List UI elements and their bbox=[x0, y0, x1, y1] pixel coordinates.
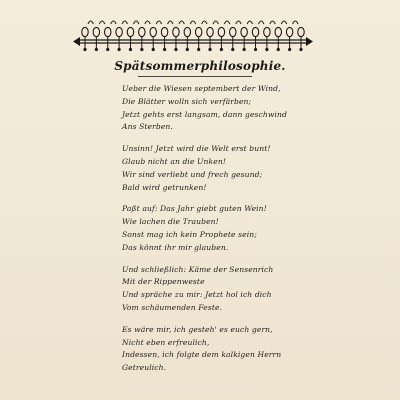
ornament-arch bbox=[190, 21, 195, 24]
stanza-gap bbox=[122, 134, 382, 143]
ornament-arch bbox=[224, 21, 229, 24]
ornament-loop bbox=[139, 27, 145, 36]
ornament-loop bbox=[127, 27, 133, 36]
ornament-dot bbox=[174, 48, 177, 51]
ornament-loop bbox=[264, 27, 270, 36]
ornament-loop bbox=[105, 27, 111, 36]
ornament-loop bbox=[161, 27, 167, 36]
ornament-arch bbox=[133, 21, 138, 24]
poem-line: Sonst mag ich kein Prophete sein; bbox=[122, 229, 257, 239]
ornament-arch bbox=[202, 21, 207, 24]
ornament-loop bbox=[93, 27, 99, 36]
ornament-dot bbox=[231, 48, 234, 51]
stanza-4 bbox=[122, 264, 382, 315]
ornament-dot bbox=[288, 48, 291, 51]
poem-title: Spätsommerphilosophie. bbox=[114, 59, 286, 73]
poem-line: Die Blätter wolln sich verfärben; bbox=[122, 96, 252, 106]
ornament-arch bbox=[281, 21, 286, 24]
stanza-gap bbox=[122, 194, 382, 203]
ornament-dot bbox=[163, 48, 166, 51]
poem-body bbox=[122, 83, 382, 375]
stanza-2 bbox=[122, 143, 382, 194]
ornament-dot bbox=[265, 48, 268, 51]
poem-line: Unsinn! Jetzt wird die Welt erst bunt! bbox=[122, 144, 271, 154]
ornament-loop bbox=[230, 27, 236, 36]
ornament-arch bbox=[111, 21, 116, 24]
ornament-dot bbox=[140, 48, 143, 51]
ornament-loop bbox=[298, 27, 304, 36]
ornament-arch bbox=[99, 21, 104, 24]
ornament-arch bbox=[88, 21, 93, 24]
stanza-5 bbox=[122, 324, 382, 375]
ornament-arch bbox=[270, 21, 275, 24]
ornament-dot bbox=[129, 48, 132, 51]
poem-line: Es wäre mir, ich gesteh' es euch gern, bbox=[122, 324, 273, 334]
ornament-loop bbox=[173, 27, 179, 36]
ornament-dot bbox=[243, 48, 246, 51]
poem-line: Mit der Rippenweste bbox=[122, 277, 205, 287]
stanza-3 bbox=[122, 203, 382, 254]
poem-line: Getreulich. bbox=[122, 363, 167, 373]
ornament-arch bbox=[122, 21, 127, 24]
poem-line: Paßt auf: Das Jahr giebt guten Wein! bbox=[122, 204, 267, 214]
poem-line: Vom schäumenden Feste. bbox=[122, 302, 223, 312]
ornament-loop bbox=[275, 27, 281, 36]
ornament-arch bbox=[293, 21, 298, 24]
ornament-dot bbox=[152, 48, 155, 51]
ornament-loop bbox=[286, 27, 292, 36]
poem-line: Indessen, ich folgte dem kalkigen Herrn bbox=[122, 350, 282, 360]
poem-line: Wir sind verliebt und frech gesund; bbox=[122, 169, 263, 179]
ornament-dot bbox=[83, 48, 86, 51]
ornament-arch bbox=[247, 21, 252, 24]
poem-line: Und spräche zu mir: Jetzt hol ich dich bbox=[122, 290, 272, 300]
poem-line: Ans Sterben. bbox=[122, 122, 173, 132]
ornament-arch bbox=[156, 21, 161, 24]
ornament-dot bbox=[95, 48, 98, 51]
stanza-gap bbox=[122, 315, 382, 324]
poem-line: Ueber die Wiesen septembert der Wind, bbox=[122, 84, 281, 93]
decorative-border-ornament bbox=[73, 10, 313, 52]
poem-line: Nicht eben erfreulich, bbox=[122, 337, 210, 347]
ornament-arch bbox=[213, 21, 218, 24]
ornament-arch bbox=[168, 21, 173, 24]
ornament-loop-row bbox=[82, 21, 304, 51]
ornament-dot bbox=[299, 48, 302, 51]
ornament-dot bbox=[254, 48, 257, 51]
ornament-dot bbox=[220, 48, 223, 51]
ornament-loop bbox=[150, 27, 156, 36]
ornament-loop bbox=[218, 27, 224, 36]
ornament-loop bbox=[252, 27, 258, 36]
stanza-1 bbox=[122, 83, 382, 134]
poem-line: Und schließlich: Käme der Sensenrich bbox=[122, 264, 274, 274]
ornament-dot bbox=[197, 48, 200, 51]
ornament-dot bbox=[208, 48, 211, 51]
poem-line: Das könnt ihr mir glauben. bbox=[122, 242, 229, 252]
ornament-loop bbox=[116, 27, 122, 36]
ornament-dot bbox=[106, 48, 109, 51]
ornament-dot bbox=[277, 48, 280, 51]
title-underline bbox=[138, 76, 252, 77]
poem-line: Glaub nicht an die Unken! bbox=[122, 156, 226, 166]
ornament-arch bbox=[236, 21, 241, 24]
ornament-loop bbox=[195, 27, 201, 36]
ornament-dot bbox=[118, 48, 121, 51]
ornament-dot bbox=[186, 48, 189, 51]
poem-line: Jetzt gehts erst langsam, dann geschwind bbox=[122, 109, 287, 119]
ornament-arch bbox=[259, 21, 264, 24]
ornament-loop bbox=[184, 27, 190, 36]
poem-line: Wie lachen die Trauben! bbox=[122, 217, 219, 227]
stanza-gap bbox=[122, 255, 382, 264]
ornament-arch bbox=[179, 21, 184, 24]
ornament-arch bbox=[145, 21, 150, 24]
ornament-loop bbox=[207, 27, 213, 36]
poem-line: Bald wird getrunken! bbox=[122, 182, 207, 192]
ornament-loop bbox=[241, 27, 247, 36]
ornament-loop bbox=[82, 27, 88, 36]
